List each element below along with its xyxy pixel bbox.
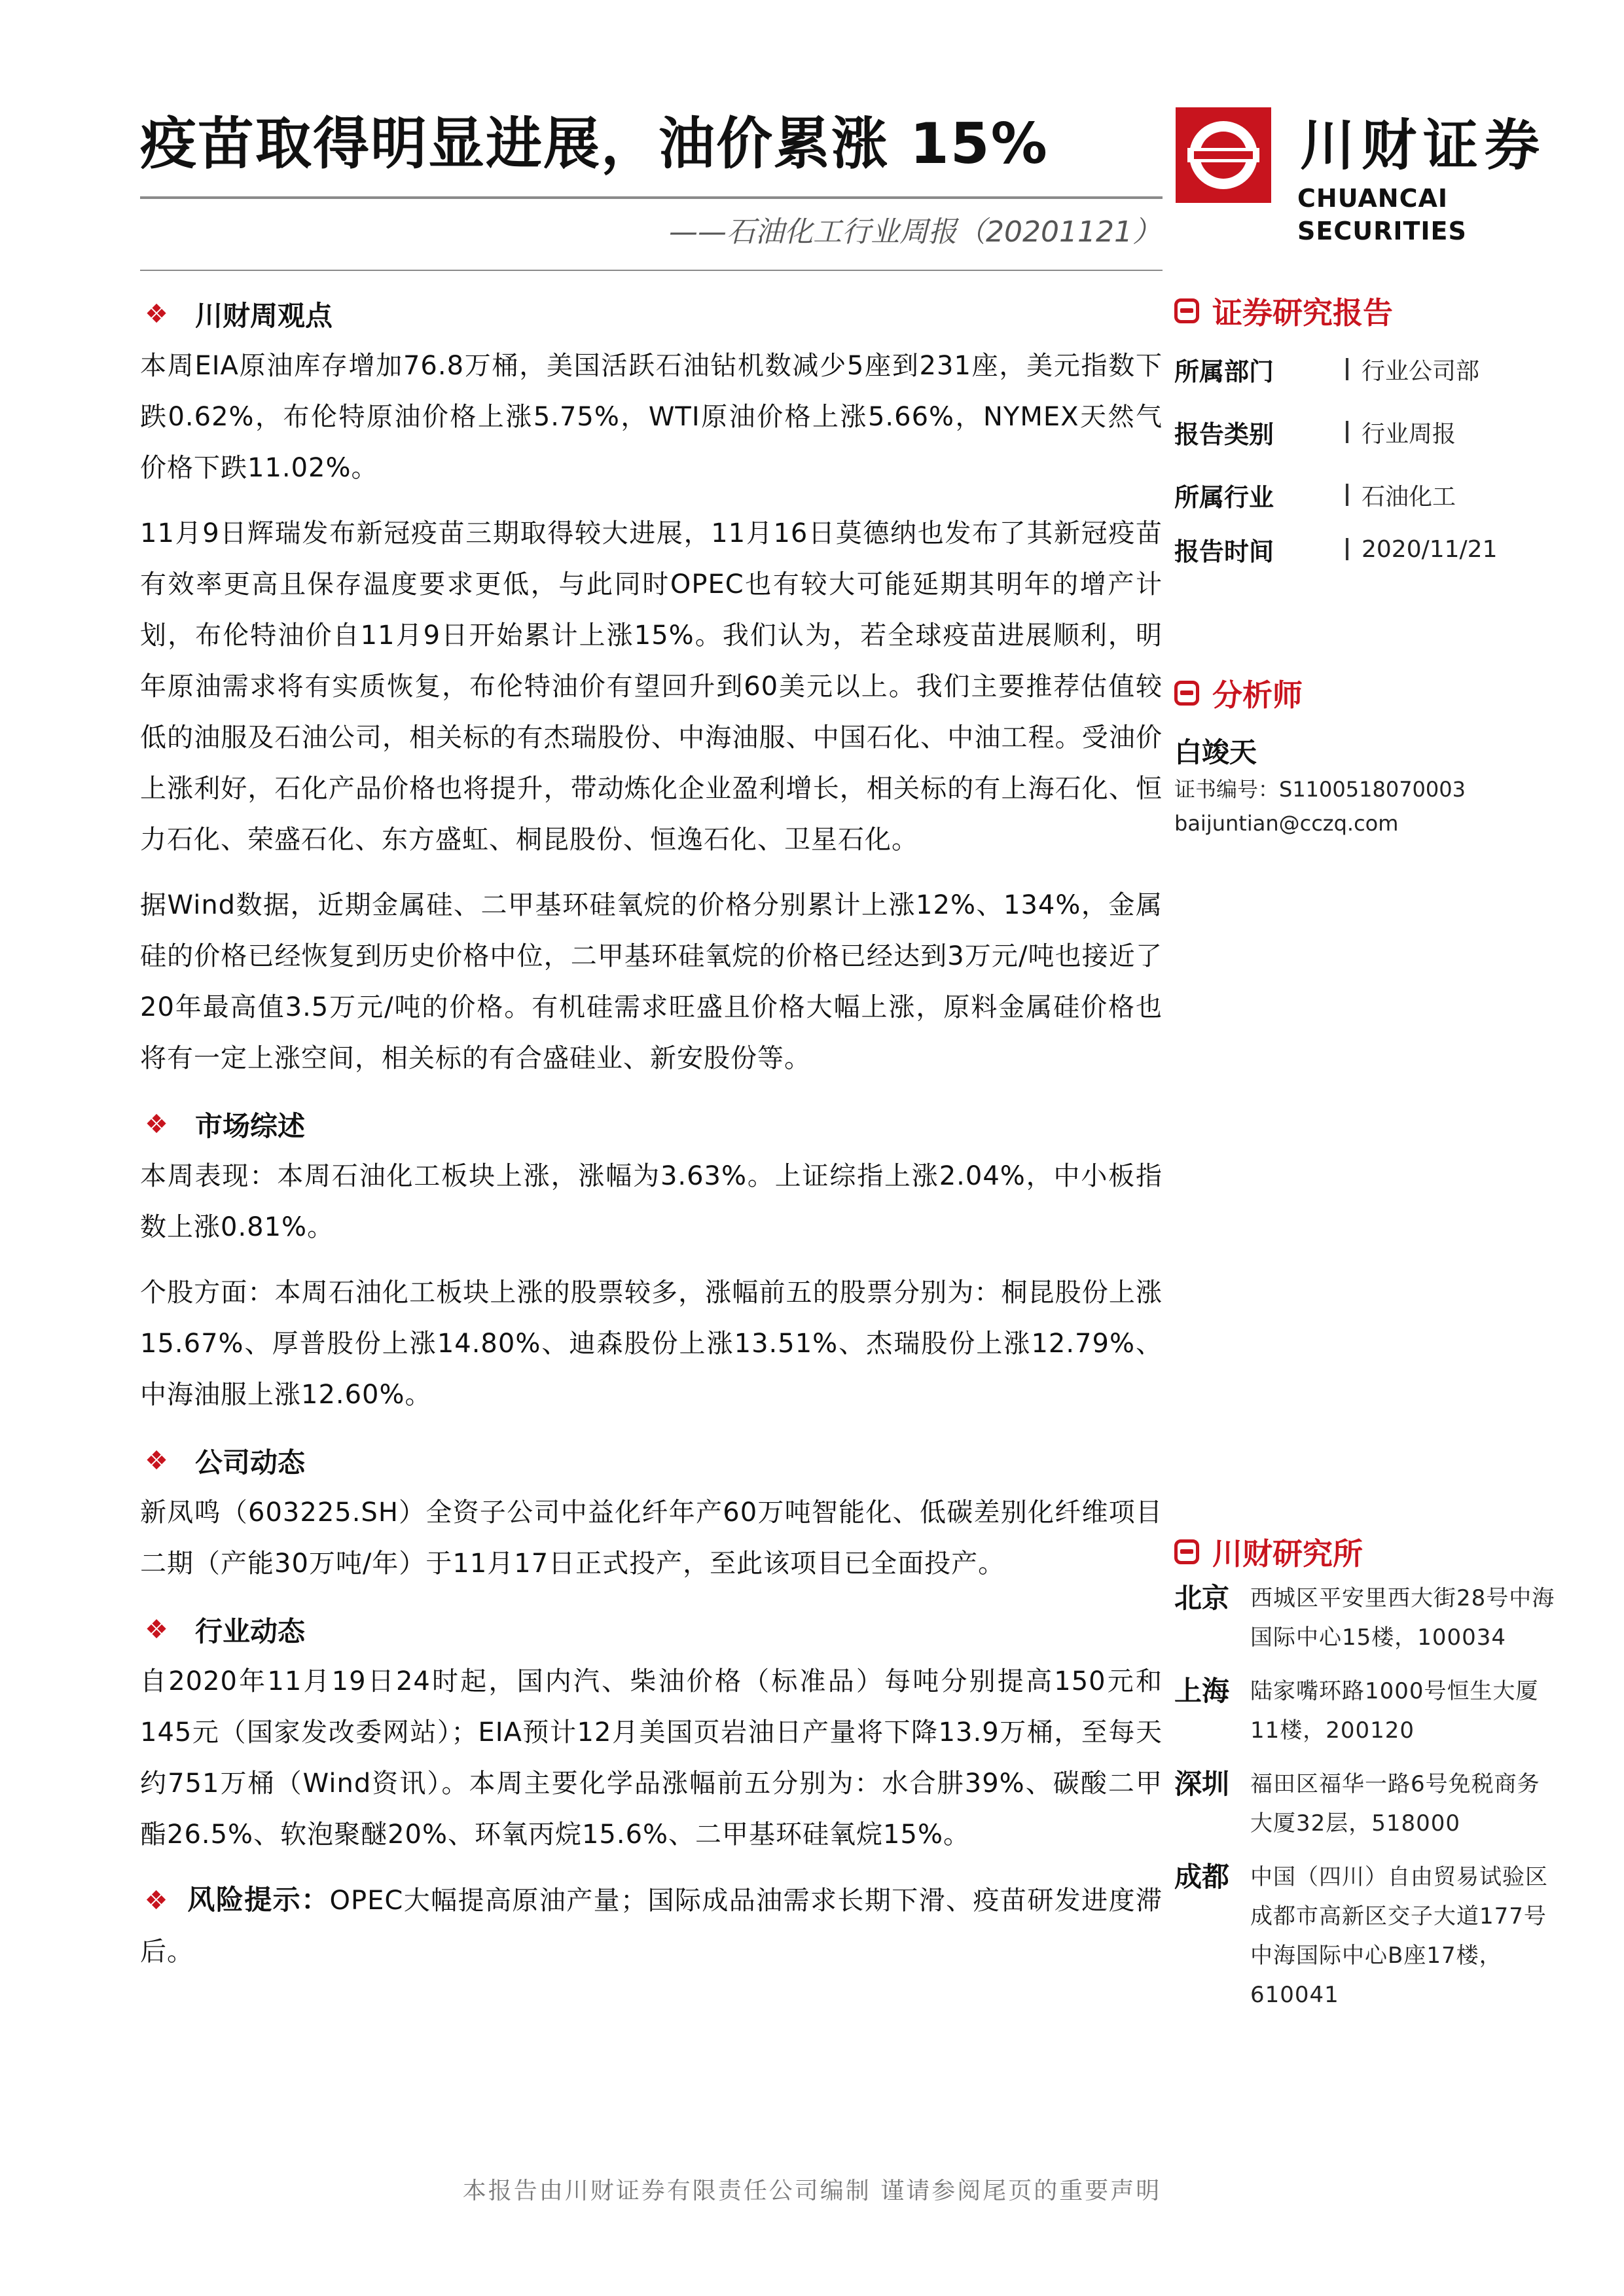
sidebar-heading-text: 川财研究所	[1212, 1536, 1363, 1571]
office-address: 陆家嘴环路1000号恒生大厦11楼，200120	[1250, 1678, 1539, 1744]
info-separator	[1346, 358, 1348, 380]
sidebar-heading-institute	[1174, 1529, 1567, 1575]
diamond-bullet-icon: ❖	[145, 1446, 168, 1476]
chuancai-logo-icon	[1174, 106, 1272, 204]
office-item	[1174, 1672, 1567, 1750]
title-divider	[140, 196, 1163, 199]
section-heading-market	[140, 1098, 1163, 1151]
office-city: 成都	[1174, 1861, 1230, 1893]
office-item	[1174, 1765, 1567, 1843]
report-title: 疫苗取得明显进展，油价累涨 15%	[140, 111, 1049, 177]
logo-name-cn: 川财证券	[1300, 113, 1547, 177]
diamond-bullet-icon: ❖	[145, 1615, 168, 1645]
analyst-cert-number: 证书编号：S1100518070003	[1174, 777, 1466, 802]
risk-text: OPEC大幅提高原油产量；国际成品油需求长期下滑、疫苗研发进度滞后。	[140, 1886, 1163, 1967]
info-value: 行业周报	[1362, 420, 1456, 448]
section-heading-company	[140, 1435, 1163, 1487]
paragraph: 本周EIA原油库存增加76.8万桶，美国活跃石油钻机数减少5座到231座，美元指数下跌0.62%，布伦特原油价格上涨5.75%，WTI原油价格上涨5.66%，NYMEX天然气价格下跌11.02%。	[140, 351, 1163, 483]
info-value: 石油化工	[1362, 483, 1456, 511]
office-item	[1174, 1579, 1567, 1657]
info-label: 报告时间	[1174, 537, 1274, 566]
section-heading-industry	[140, 1604, 1163, 1656]
office-address: 中国（四川）自由贸易试验区成都市高新区交子大道177号中海国际中心B座17楼，610041	[1250, 1864, 1548, 2008]
section-heading-text: 市场综述	[195, 1110, 306, 1142]
report-subtitle: ——石油化工行业周报（20201121）	[669, 215, 1161, 249]
info-row	[1174, 401, 1567, 463]
office-address: 西城区平安里西大街28号中海国际中心15楼，100034	[1250, 1585, 1555, 1651]
office-address: 福田区福华一路6号免税商务大厦32层，518000	[1250, 1771, 1540, 1837]
risk-label: 风险提示：	[187, 1884, 330, 1916]
office-list	[1174, 1579, 1567, 2015]
subtitle-divider	[140, 270, 1163, 271]
report-info-list	[1174, 338, 1567, 572]
paragraph: 11月9日辉瑞发布新冠疫苗三期取得较大进展，11月16日莫德纳也发布了其新冠疫苗有效率更高且保存温度要求更低，与此同时OPEC也有较大可能延期其明年的增产计划，布伦特油价自11月9日开始累计上涨15%。我们认为，若全球疫苗进展顺利，明年原油需求将有实质恢复，布伦特油价有望回升到60美元以上。我们主要推荐估值较低的油服及石油公司，相关标的有杰瑞股份、中海油服、中国石化、中油工程。受油价上涨利好，石化产品价格也将提升，带动炼化企业盈利增长，相关标的有上海石化、恒力石化、荣盛石化、东方盛虹、桐昆股份、恒逸石化、卫星石化。	[140, 518, 1163, 855]
paragraph: 新凤鸣（603225.SH）全资子公司中益化纤年产60万吨智能化、低碳差别化纤维项目二期（产能30万吨/年）于11月17日正式投产，至此该项目已全面投产。	[140, 1498, 1163, 1579]
paragraph: 本周表现：本周石油化工板块上涨，涨幅为3.63%。上证综指上涨2.04%，中小板指数上涨0.81%。	[140, 1161, 1163, 1242]
info-row	[1174, 338, 1567, 401]
sidebar-heading-analyst	[1174, 670, 1567, 716]
sidebar-heading-text: 分析师	[1212, 677, 1303, 713]
institute-icon	[1174, 1539, 1199, 1564]
office-city: 北京	[1174, 1582, 1230, 1614]
info-label: 所属部门	[1174, 357, 1274, 386]
paragraph: 个股方面：本周石油化工板块上涨的股票较多，涨幅前五的股票分别为：桐昆股份上涨15.67%、厚普股份上涨14.80%、迪森股份上涨13.51%、杰瑞股份上涨12.79%、中海油服上涨12.60%。	[140, 1278, 1163, 1410]
sidebar-heading-text: 证券研究报告	[1212, 295, 1393, 331]
info-value: 2020/11/21	[1362, 535, 1498, 563]
diamond-bullet-icon: ❖	[144, 1886, 169, 1916]
paragraph: 自2020年11月19日24时起，国内汽、柴油价格（标准品）每吨分别提高150元和145元（国家发改委网站）；EIA预计12月美国页岩油日产量将下降13.9万桶，至每天约751万桶（Wind资讯）。本周主要化学品涨幅前五分别为：水合肼39%、碳酸二甲酯26.5%、软泡聚醚20%、环氧丙烷15.6%、二甲基环硅氧烷15%。	[140, 1666, 1163, 1850]
analyst-email[interactable]: baijuntian@cczq.com	[1174, 811, 1399, 836]
diamond-bullet-icon: ❖	[145, 1109, 168, 1139]
info-label: 所属行业	[1174, 482, 1274, 512]
office-city: 深圳	[1174, 1768, 1230, 1800]
main-content	[140, 288, 1163, 1992]
office-item	[1174, 1857, 1567, 2015]
info-row	[1174, 526, 1567, 572]
info-separator	[1346, 538, 1348, 560]
paragraph: 据Wind数据，近期金属硅、二甲基环硅氧烷的价格分别累计上涨12%、134%，金属硅的价格已经恢复到历史价格中位，二甲基环硅氧烷的价格已经达到3万元/吨也接近了20年最高值3.5万元/吨的价格。有机硅需求旺盛且价格大幅上涨，原料金属硅价格也将有一定上涨空间，相关标的有合盛硅业、新安股份等。	[140, 890, 1163, 1073]
report-icon	[1174, 298, 1199, 323]
diamond-bullet-icon: ❖	[145, 299, 168, 329]
risk-warning	[140, 1874, 1163, 1977]
office-city: 上海	[1174, 1675, 1230, 1707]
page-footer: 本报告由川财证券有限责任公司编制 谨请参阅尾页的重要声明	[462, 2178, 1162, 2204]
section-heading-text: 公司动态	[195, 1446, 306, 1479]
logo-name-en: CHUANCAI SECURITIES	[1297, 184, 1467, 245]
analyst-name: 白竣天	[1174, 736, 1257, 768]
sidebar-heading-report	[1174, 288, 1567, 334]
info-row	[1174, 463, 1567, 526]
info-value: 行业公司部	[1362, 357, 1480, 385]
info-separator	[1346, 484, 1348, 506]
info-label: 报告类别	[1174, 420, 1274, 449]
section-heading-text: 行业动态	[195, 1615, 306, 1647]
section-heading-text: 川财周观点	[195, 300, 333, 332]
info-separator	[1346, 421, 1348, 443]
analyst-icon	[1174, 681, 1199, 706]
sidebar	[1174, 288, 1567, 2029]
section-heading-weekly-view	[140, 288, 1163, 340]
